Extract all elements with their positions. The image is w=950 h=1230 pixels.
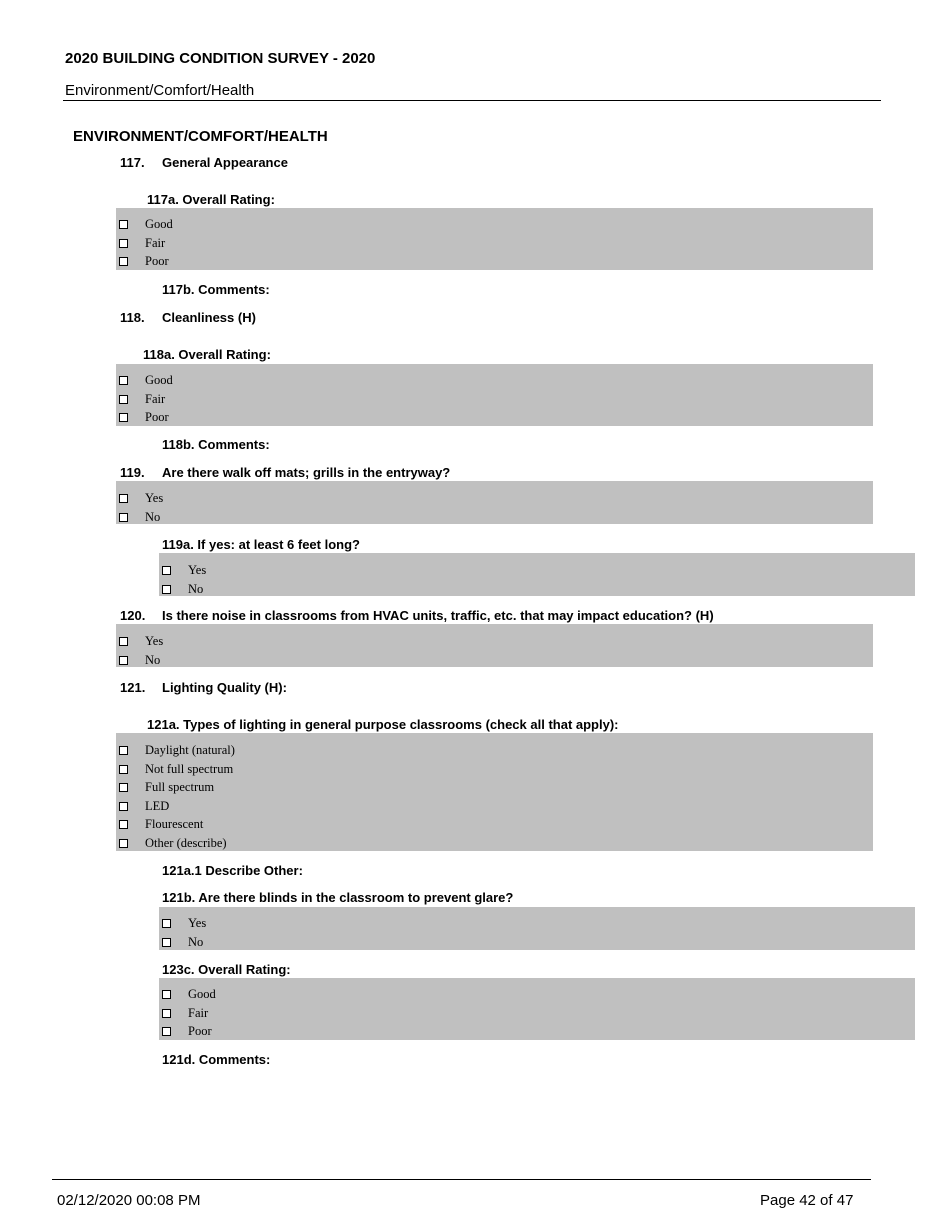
- checkbox[interactable]: [162, 1027, 171, 1036]
- question-121: [120, 680, 287, 695]
- question-number: 118.: [120, 310, 145, 325]
- question-title: Are there walk off mats; grills in the entryway?: [162, 465, 451, 480]
- checkbox[interactable]: [119, 239, 128, 248]
- options-band-121a: Daylight (natural) Not full spectrum Full spectrum LED Flourescent Other (describe): [116, 733, 873, 851]
- checkbox[interactable]: [119, 413, 128, 422]
- question-120: [120, 608, 714, 623]
- question-118b-label: 118b. Comments:: [162, 437, 270, 452]
- checkbox[interactable]: [119, 820, 128, 829]
- checkbox[interactable]: [162, 919, 171, 928]
- page-number: Page 42 of 47: [760, 1192, 854, 1209]
- options-band-119: Yes No: [116, 481, 873, 524]
- question-121b-label: 121b. Are there blinds in the classroom to prevent glare?: [162, 890, 514, 905]
- question-title: General Appearance: [162, 155, 288, 170]
- question-number: 120.: [120, 608, 146, 623]
- question-117: [120, 155, 288, 170]
- question-number: 121.: [120, 680, 146, 695]
- question-121a-label: 121a. Types of lighting in general purpose classrooms (check all that apply):: [147, 717, 619, 732]
- document-title: 2020 BUILDING CONDITION SURVEY - 2020: [65, 50, 376, 67]
- options-band-117a: Good Fair Poor: [116, 208, 873, 270]
- question-119: [120, 465, 450, 480]
- question-118: [120, 310, 256, 325]
- header-divider: [63, 100, 881, 101]
- question-121c-label: 123c. Overall Rating:: [162, 962, 291, 977]
- checkbox[interactable]: [119, 513, 128, 522]
- options-band-120: Yes No: [116, 624, 873, 667]
- checkbox[interactable]: [119, 494, 128, 503]
- options-band-121b: Yes No: [159, 907, 915, 950]
- checkbox[interactable]: [119, 376, 128, 385]
- checkbox[interactable]: [162, 938, 171, 947]
- footer-timestamp: 02/12/2020 00:08 PM: [57, 1192, 201, 1209]
- question-title: Is there noise in classrooms from HVAC units, traffic, etc. that may impact education? (H): [162, 608, 714, 623]
- checkbox[interactable]: [119, 656, 128, 665]
- checkbox[interactable]: [162, 990, 171, 999]
- question-number: 119.: [120, 465, 145, 480]
- question-number: 117.: [120, 155, 145, 170]
- checkbox[interactable]: [162, 1009, 171, 1018]
- question-121d-label: 121d. Comments:: [162, 1052, 271, 1067]
- options-band-121c: Good Fair Poor: [159, 978, 915, 1040]
- question-117a-label: 117a. Overall Rating:: [147, 192, 275, 207]
- checkbox[interactable]: [119, 802, 128, 811]
- question-title: Lighting Quality (H):: [162, 680, 287, 695]
- checkbox[interactable]: [162, 566, 171, 575]
- question-118a-label: 118a. Overall Rating:: [143, 347, 271, 362]
- options-band-119a: Yes No: [159, 553, 915, 596]
- question-119a-label: 119a. If yes: at least 6 feet long?: [162, 537, 360, 552]
- checkbox[interactable]: [119, 746, 128, 755]
- checkbox[interactable]: [119, 257, 128, 266]
- checkbox[interactable]: [162, 585, 171, 594]
- checkbox[interactable]: [119, 839, 128, 848]
- section-title: ENVIRONMENT/COMFORT/HEALTH: [73, 128, 328, 145]
- checkbox[interactable]: [119, 783, 128, 792]
- checkbox[interactable]: [119, 220, 128, 229]
- question-121a1-label: 121a.1 Describe Other:: [162, 863, 303, 878]
- footer-divider: [52, 1179, 871, 1180]
- question-title: Cleanliness (H): [162, 310, 256, 325]
- checkbox[interactable]: [119, 637, 128, 646]
- options-band-118a: Good Fair Poor: [116, 364, 873, 426]
- question-117b-label: 117b. Comments:: [162, 282, 270, 297]
- checkbox[interactable]: [119, 395, 128, 404]
- document-subtitle: Environment/Comfort/Health: [65, 82, 255, 99]
- checkbox[interactable]: [119, 765, 128, 774]
